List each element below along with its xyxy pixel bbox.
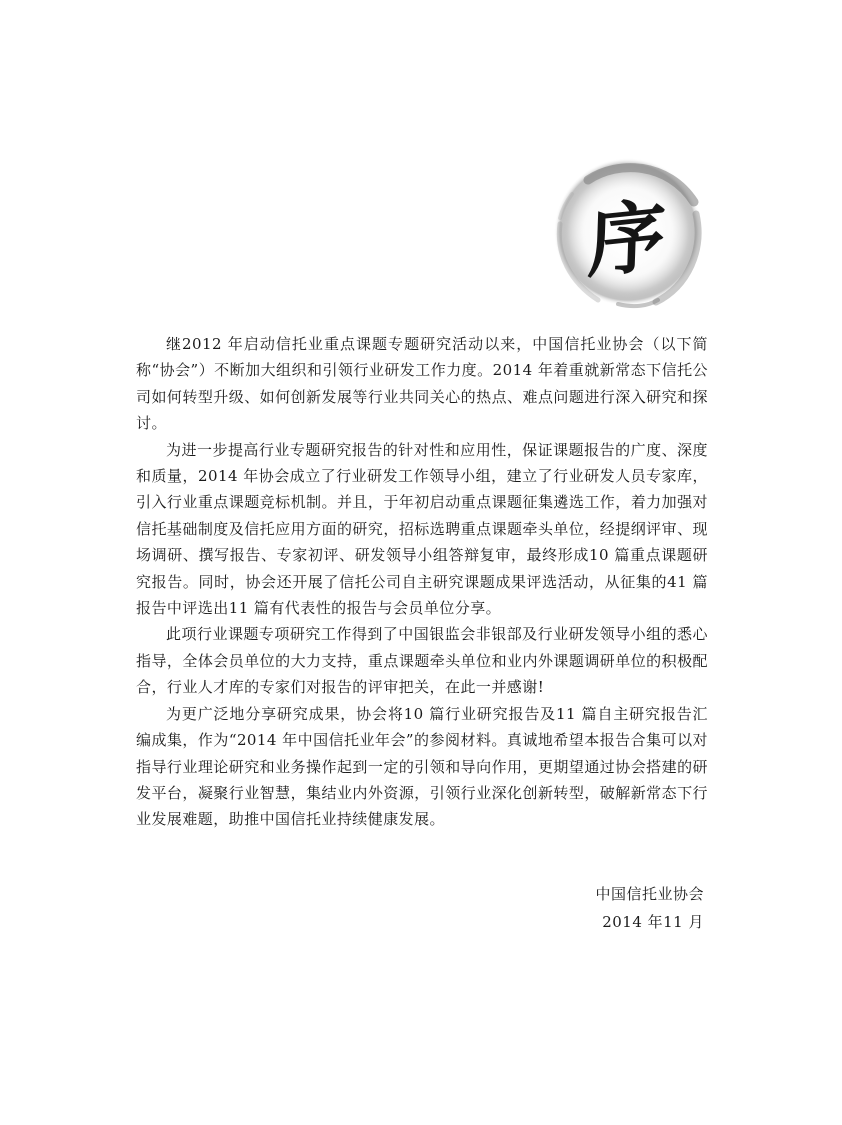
paragraph-2: 为进一步提高行业专题研究报告的针对性和应用性，保证课题报告的广度、深度和质量，2014 年协会成立了行业研发工作领导小组，建立了行业研发人员专家库，引入行业重点课题竞标机制。并且，于年初启动重点课题征集遴选工作，着力加强对信托基础制度及信托应用方面的研究，招标选聘重点课题牵头单位，经提纲评审、现场调研、撰写报告、专家初评、研发领导小组答辩复审，最终形成10 篇重点课题研究报告。同时，协会还开展了信托公司自主研究课题成果评选活动，从征集的41 篇报告中评选出11 篇有代表性的报告与会员单位分享。 — [136, 440, 708, 618]
signature-date: 2014 年11 月 — [602, 913, 704, 931]
signature-block — [595, 880, 704, 936]
paragraph-4: 为更广泛地分享研究成果，协会将10 篇行业研究报告及11 篇自主研究报告汇编成集，作为“2014 年中国信托业年会”的参阅材料。真诚地希望本报告合集可以对指导行业理论研究和业务操作起到一定的引领和导向作用，更期望通过协会搭建的研发平台，凝聚行业智慧，集结业内外资源，引领行业深化创新转型，破解新常态下行业发展难题，助推中国信托业持续健康发展。 — [136, 704, 708, 829]
preface-title: 序 — [586, 189, 668, 290]
paragraph-3: 此项行业课题专项研究工作得到了中国银监会非银部及行业研发领导小组的悉心指导，全体会员单位的大力支持，重点课题牵头单位和业内外课题调研单位的积极配合，行业人才库的专家们对报告的评审把关，在此一并感谢! — [136, 625, 708, 697]
signature-organization: 中国信托业协会 — [595, 885, 704, 903]
preface-body — [136, 331, 708, 833]
preface-title-seal — [548, 154, 706, 312]
paragraph-1: 继2012 年启动信托业重点课题专题研究活动以来，中国信托业协会（以下简称“协会”）不断加大组织和引领行业研发工作力度。2014 年着重就新常态下信托公司如何转型升级、如何创新发展等行业共同关心的热点、难点问题进行深入研究和探讨。 — [136, 335, 708, 433]
